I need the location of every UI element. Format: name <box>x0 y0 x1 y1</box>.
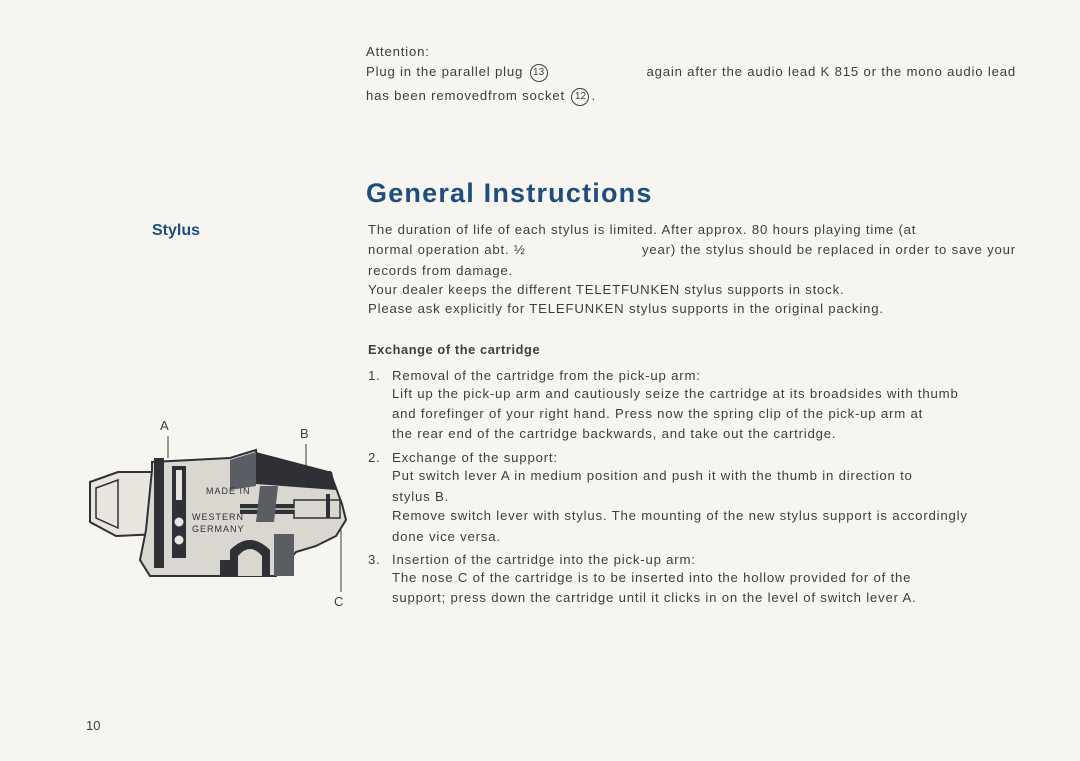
stamp-germany: GERMANY <box>192 524 245 534</box>
step-text: and forefinger of your right hand. Press now the spring clip of the pick-up arm at <box>392 406 924 421</box>
step-line: support; press down the cartridge until it clicks in on the level of switch lever A. <box>392 590 917 605</box>
step-text: Remove switch lever with stylus. The mounting of the new stylus support is accordingly <box>392 508 968 523</box>
attention-line-1 <box>366 62 1016 82</box>
body-text: The duration of life of each stylus is limited. After approx. 80 hours playing time (at <box>368 222 917 237</box>
cartridge-top-block <box>256 452 336 490</box>
attention-text: again after the audio lead K 815 or the mono audio lead <box>646 64 1016 79</box>
attention-text: . <box>591 88 596 103</box>
page-title: General Instructions <box>366 178 653 208</box>
step-title: Insertion of the cartridge into the pick-up arm: <box>392 552 696 567</box>
label-a: A <box>160 418 169 433</box>
step-line: the rear end of the cartridge backwards, and take out the cartridge. <box>392 426 837 441</box>
step-line <box>392 568 1017 588</box>
label-c: C <box>334 594 344 609</box>
step-line <box>392 384 1017 404</box>
fraction-half: ½ <box>513 242 526 257</box>
step-text: Lift up the pick-up arm and cautiously seize the cartridge at its broadsides with thumb <box>392 386 959 401</box>
stylus-para-packing: Please ask explicitly for TELEFUNKEN stylus supports in the original packing. <box>368 301 884 316</box>
step-line <box>392 506 1017 526</box>
socket-number-badge: 12 <box>571 88 589 106</box>
stylus-side-heading: Stylus <box>152 222 201 239</box>
attention-heading: Attention: <box>366 44 430 59</box>
body-text: year) the stylus should be replaced in order to save your <box>642 242 1016 257</box>
stamp-made-in: MADE IN <box>206 486 251 496</box>
plug-number-badge: 13 <box>530 64 548 82</box>
switch-lever-bar <box>154 458 164 568</box>
attention-text: has been removedfrom socket <box>366 88 565 103</box>
step-line: done vice versa. <box>392 529 501 544</box>
attention-text: Plug in the parallel plug <box>366 64 524 79</box>
step-title: Removal of the cartridge from the pick-up arm: <box>392 368 701 383</box>
exchange-heading: Exchange of the cartridge <box>368 342 541 357</box>
body-text: normal operation abt. <box>368 242 510 257</box>
attention-line-2 <box>366 86 596 106</box>
step-line <box>392 466 1017 486</box>
step-title: Exchange of the support: <box>392 450 558 465</box>
step-text: Put switch lever A in medium position and push it with the thumb in direction to <box>392 468 913 483</box>
step-text: The nose C of the cartridge is to be inserted into the hollow provided for of the <box>392 570 912 585</box>
step-number: 3. <box>368 552 381 567</box>
stylus-para-line-1 <box>368 220 1016 240</box>
cartridge-illustration <box>80 410 360 610</box>
step-number: 2. <box>368 450 381 465</box>
stylus-para-dealer: Your dealer keeps the different TELETFUNKEN stylus supports in stock. <box>368 282 845 297</box>
stamp-western: WESTERN <box>192 512 244 522</box>
step-line: stylus B. <box>392 489 450 504</box>
page-number: 10 <box>86 718 101 733</box>
stylus-para-line-2 <box>368 240 1016 260</box>
step-line <box>392 404 1017 424</box>
stylus-para-line-3: records from damage. <box>368 263 513 278</box>
label-b: B <box>300 426 309 441</box>
step-number: 1. <box>368 368 381 383</box>
